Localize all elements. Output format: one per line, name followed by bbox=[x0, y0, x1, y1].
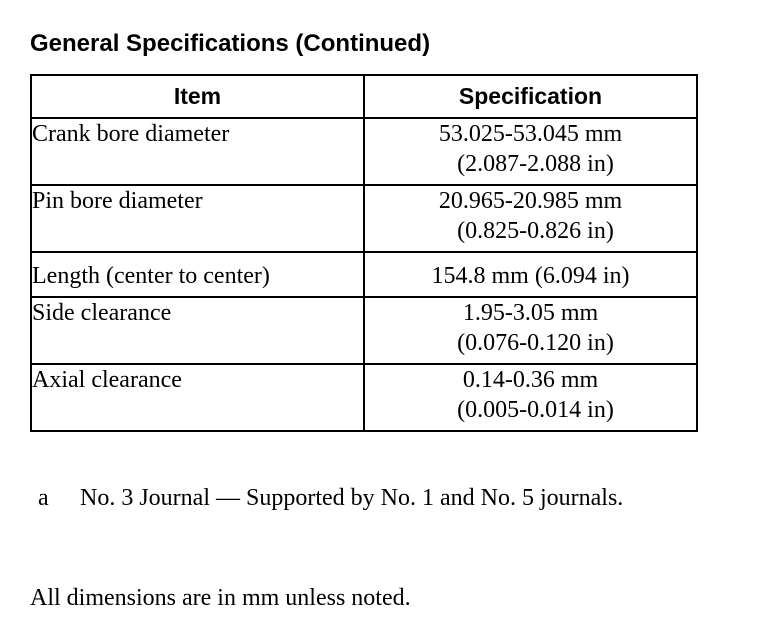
table-row bbox=[31, 185, 697, 252]
table-header-row bbox=[31, 75, 697, 118]
specification-cell bbox=[364, 364, 697, 431]
spec-imperial: (2.087-2.088 in) bbox=[457, 151, 614, 177]
item-cell: Pin bore diameter bbox=[31, 185, 364, 252]
specification-cell bbox=[364, 297, 697, 364]
spec-imperial: (0.076-0.120 in) bbox=[457, 330, 614, 356]
footnote-marker: a bbox=[38, 485, 49, 511]
spec-metric: 0.14-0.36 mm bbox=[462, 367, 599, 393]
specifications-table bbox=[30, 74, 698, 432]
table-row bbox=[31, 118, 697, 185]
page-title: General Specifications (Continued) bbox=[30, 30, 431, 57]
spec-imperial: (0.005-0.014 in) bbox=[457, 397, 614, 423]
column-header-specification: Specification bbox=[364, 75, 697, 118]
specification-cell bbox=[364, 252, 697, 297]
item-cell: Side clearance bbox=[31, 297, 364, 364]
spec-metric: 154.8 mm (6.094 in) bbox=[431, 263, 630, 289]
specification-cell bbox=[364, 185, 697, 252]
table-row bbox=[31, 252, 697, 297]
table-row bbox=[31, 364, 697, 431]
column-header-item: Item bbox=[31, 75, 364, 118]
item-cell: Crank bore diameter bbox=[31, 118, 364, 185]
spec-metric: 1.95-3.05 mm bbox=[462, 300, 599, 326]
spec-metric: 20.965-20.985 mm bbox=[438, 188, 623, 214]
footnote-text: No. 3 Journal — Supported by No. 1 and No. 5 journals. bbox=[80, 485, 624, 511]
spec-imperial: (0.825-0.826 in) bbox=[457, 218, 614, 244]
table-row bbox=[31, 297, 697, 364]
dimensions-note: All dimensions are in mm unless noted. bbox=[30, 585, 411, 611]
item-cell: Length (center to center) bbox=[31, 252, 364, 297]
item-cell: Axial clearance bbox=[31, 364, 364, 431]
spec-metric: 53.025-53.045 mm bbox=[438, 121, 623, 147]
specification-cell bbox=[364, 118, 697, 185]
